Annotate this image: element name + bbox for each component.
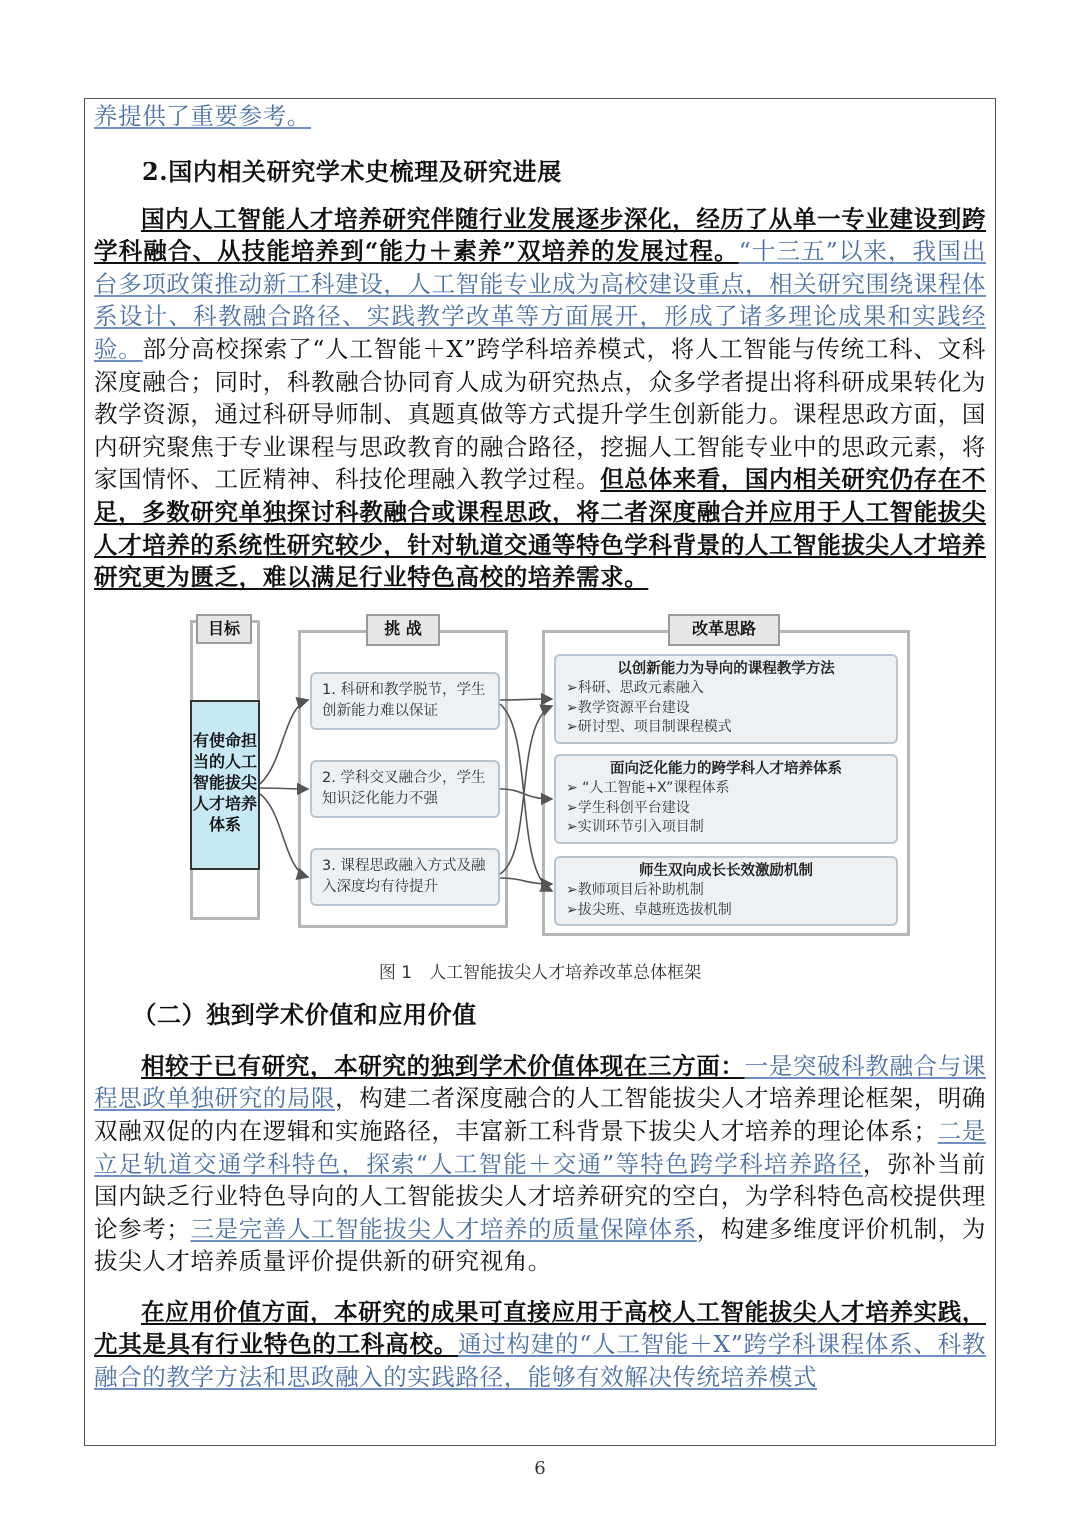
arrow-challenge-2-to-solution-2 — [500, 789, 552, 799]
arrow-goal-to-challenge-2 — [260, 788, 308, 789]
section-heading-2: 2.国内相关研究学术史梳理及研究进展 — [142, 156, 562, 186]
top-line: 养提供了重要参考。 — [94, 102, 311, 130]
solution-2-item: ➢学生科创平台建设 — [566, 799, 690, 816]
para2-plain2: ，弥补当前国内缺乏行业特色导向的人工智能拔尖人才培养研究的空白，为学科特色高校提供理论参考； — [94, 1149, 987, 1243]
challenge-2: 2. 学科交叉融合少，学生知识泛化能力不强 — [310, 760, 500, 818]
solution-2-item: ➢ “人工智能+X”课程体系 — [566, 780, 730, 797]
challenge-1: 1. 科研和教学脱节，学生创新能力难以保证 — [310, 672, 500, 730]
para3-blue1: 通过构建的“人工智能＋X”跨学科课程体系、科教融合的教学方法和思政融入的实践路径，能够有效解决传统培养模式 — [94, 1330, 987, 1392]
challenge-header: 挑 战 — [366, 614, 440, 646]
para2-blue1: 一是突破科教融合与课程思政单独研究的局限 — [94, 1051, 987, 1113]
document-body — [94, 100, 986, 1394]
para1-bold2: 但总体来看，国内相关研究仍存在不足，多数研究单独探讨科教融合或课程思政，将二者深度融合并应用于人工智能拔尖人才培养的系统性研究较少，针对轨道交通等特色学科背景的人工智能拔尖人才培养研究更为匮乏，难以满足行业特色高校的培养需求。 — [94, 465, 986, 592]
solution-2-title: 面向泛化能力的跨学科人才培养体系 — [610, 760, 842, 777]
paragraph-academic-value — [94, 1050, 986, 1278]
para2-plain3: ，构建多维度评价机制，为拔尖人才培养质量评价提供新的研究视角。 — [94, 1214, 987, 1276]
para1-blue1: “十三五”以来，我国出台多项政策推动新工科建设，人工智能专业成为高校建设重点，相关研究围绕课程体系设计、科教融合路径、实践教学改革等方面展开，形成了诸多理论成果和实践经验。 — [94, 237, 986, 363]
solution-1-item: ➢研讨型、项目制课程模式 — [566, 719, 732, 736]
solution-header: 改革思路 — [668, 614, 780, 646]
arrow-challenge-3-to-solution-3 — [500, 878, 552, 884]
solution-1-item: ➢教学资源平台建设 — [566, 699, 690, 716]
paragraph-domestic-research — [94, 203, 986, 594]
para2-plain1: ，构建二者深度融合的人工智能拔尖人才培养理论框架，明确双融双促的内在逻辑和实施路径，丰富新工科背景下拔尖人才培养的理论体系； — [94, 1084, 987, 1145]
arrow-goal-to-challenge-3 — [260, 794, 308, 877]
para2-blue3: 三是完善人工智能拔尖人才培养的质量保障体系 — [190, 1214, 697, 1243]
para2-bold1: 相较于已有研究，本研究的独到学术价值体现在三方面： — [141, 1051, 745, 1080]
solution-3-item: ➢拔尖班、卓越班选拔机制 — [566, 901, 732, 918]
goal-header: 目标 — [196, 614, 252, 644]
solution-1-title: 以创新能力为导向的课程教学方法 — [617, 660, 835, 677]
solution-2-item: ➢实训环节引入项目制 — [566, 819, 704, 836]
challenge-3: 3. 课程思政融入方式及融入深度均有待提升 — [310, 848, 500, 906]
arrow-challenge-1-to-solution-1 — [500, 699, 552, 700]
section-heading-b: （二）独到学术价值和应用价值 — [132, 999, 477, 1029]
figure-framework — [94, 612, 986, 992]
arrow-goal-to-challenge-1 — [260, 700, 308, 784]
solution-3-item: ➢教师项目后补助机制 — [566, 882, 704, 899]
page-number: 6 — [534, 1458, 546, 1479]
para2-blue2: 二是立足轨道交通学科特色，探索“人工智能＋交通”等特色跨学科培养路径 — [94, 1116, 986, 1178]
flow-arrows — [94, 612, 986, 952]
para1-plain1: 部分高校探索了“人工智能＋X”跨学科培养模式，将人工智能与传统工科、文科深度融合；同时，科教融合协同育人成为研究热点，众多学者提出将科研成果转化为教学资源，通过科研导师制、真题真做等方式提升学生创新能力。课程思政方面，国内研究聚焦于专业课程与思政教育的融合路径，挖掘人工智能专业中的思政元素，将家国情怀、工匠精神、科技伦理融入教学过程。 — [94, 334, 986, 494]
goal-box: 有使命担当的人工智能拔尖人才培养体系 — [190, 700, 260, 870]
para3-bold1: 在应用价值方面，本研究的成果可直接应用于高校人工智能拔尖人才培养实践，尤其是具有行业特色的工科高校。 — [94, 1297, 986, 1359]
para1-bold1: 国内人工智能人才培养研究伴随行业发展逐步深化，经历了从单一专业建设到跨学科融合、从技能培养到“能力＋素养”双培养的发展过程。 — [94, 204, 986, 266]
paragraph-application-value — [94, 1296, 986, 1394]
arrow-challenge-1-to-solution-3 — [500, 704, 552, 891]
solution-1-item: ➢科研、思政元素融入 — [566, 680, 704, 697]
figure-caption: 图 1 人工智能拔尖人才培养改革总体框架 — [378, 962, 702, 983]
solution-3-title: 师生双向成长长效激励机制 — [639, 862, 813, 879]
